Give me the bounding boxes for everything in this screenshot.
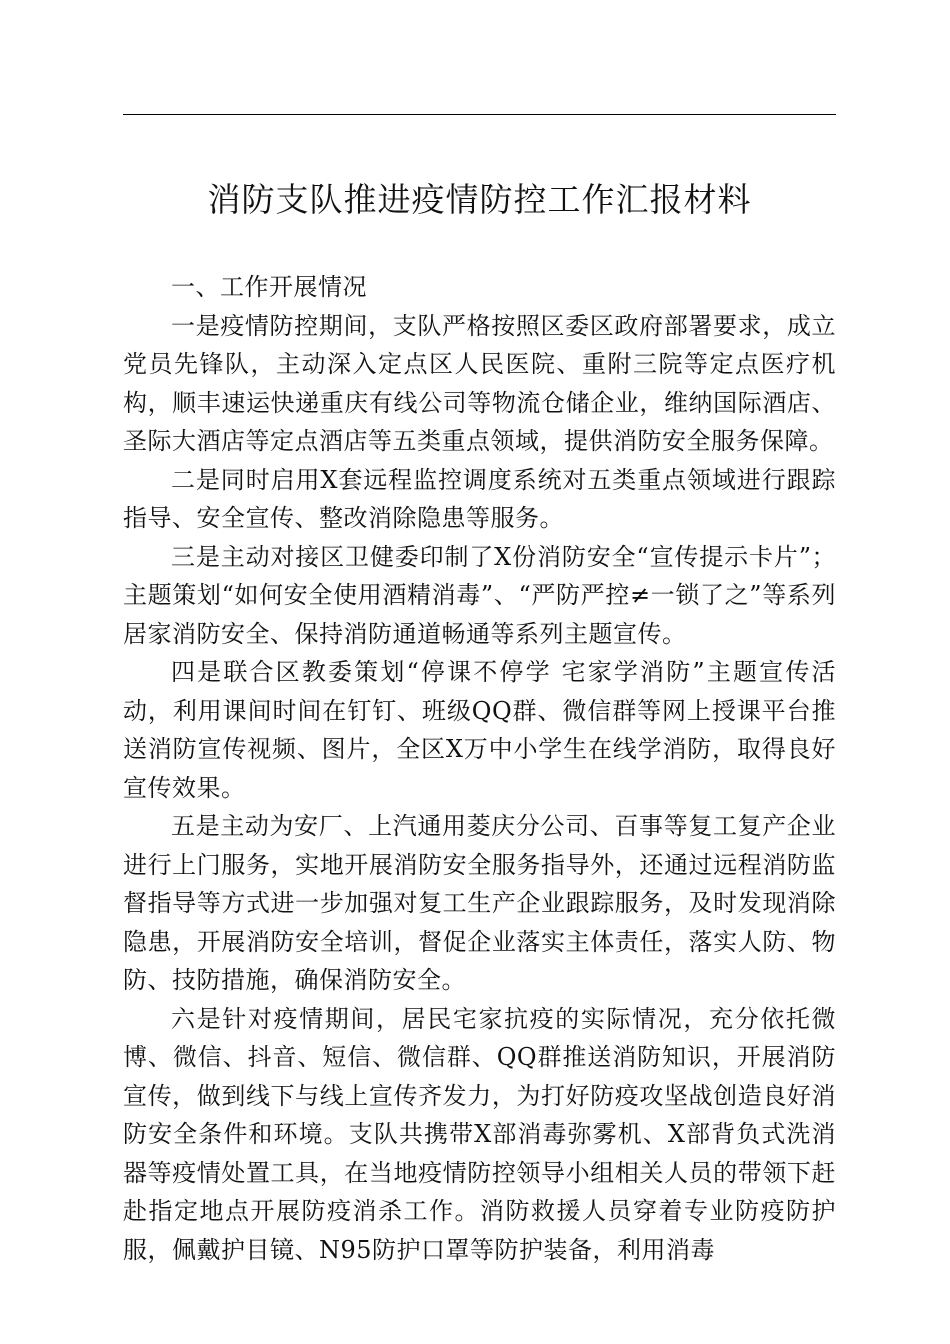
- paragraph-1: 一是疫情防控期间，支队严格按照区委区政府部署要求，成立党员先锋队，主动深入定点区人民医院、重附三院等定点医疗机构，顺丰速运快递重庆有线公司等物流仓储企业，维纳国际酒店、圣际大酒店等定点酒店等五类重点领域，提供消防安全服务保障。: [123, 311, 836, 455]
- document-body: [123, 268, 836, 1269]
- section-heading: 一、工作开展情况: [171, 273, 367, 301]
- document-title: 消防支队推进疫情防控工作汇报材料: [207, 180, 752, 219]
- paragraph-5: 五是主动为安厂、上汽通用菱庆分公司、百事等复工复产企业进行上门服务，实地开展消防安全服务指导外，还通过远程消防监督指导等方式进一步加强对复工生产企业跟踪服务，及时发现消除隐患，开展消防安全培训，督促企业落实主体责任，落实人防、物防、技防措施，确保消防安全。: [123, 812, 836, 994]
- paragraph-4: 四是联合区教委策划“停课不停学 宅家学消防”主题宣传活动，利用课间时间在钉钉、班级QQ群、微信群等网上授课平台推送消防宣传视频、图片，全区X万中小学生在线学消防，取得良好宣传效果。: [123, 658, 836, 802]
- paragraph-2: 二是同时启用X套远程监控调度系统对五类重点领域进行跟踪指导、安全宣传、整改消除隐患等服务。: [123, 465, 836, 532]
- paragraph-3: 三是主动对接区卫健委印制了X份消防安全“宣传提示卡片”；主题策划“如何安全使用酒精消毒”、“严防严控≠一锁了之”等系列居家消防安全、保持消防通道畅通等系列主题宣传。: [123, 542, 836, 648]
- header-rule: [123, 114, 836, 115]
- paragraph-6: 六是针对疫情期间，居民宅家抗疫的实际情况，充分依托微博、微信、抖音、短信、微信群、QQ群推送消防知识，开展消防宣传，做到线下与线上宣传齐发力，为打好防疫攻坚战创造良好消防安全条件和环境。支队共携带X部消毒弥雾机、X部背负式洗消器等疫情处置工具，在当地疫情防控领导小组相关人员的带领下赶赴指定地点开展防疫消杀工作。消防救援人员穿着专业防疫防护服，佩戴护目镜、N95防护口罩等防护装备，利用消毒: [123, 1004, 836, 1264]
